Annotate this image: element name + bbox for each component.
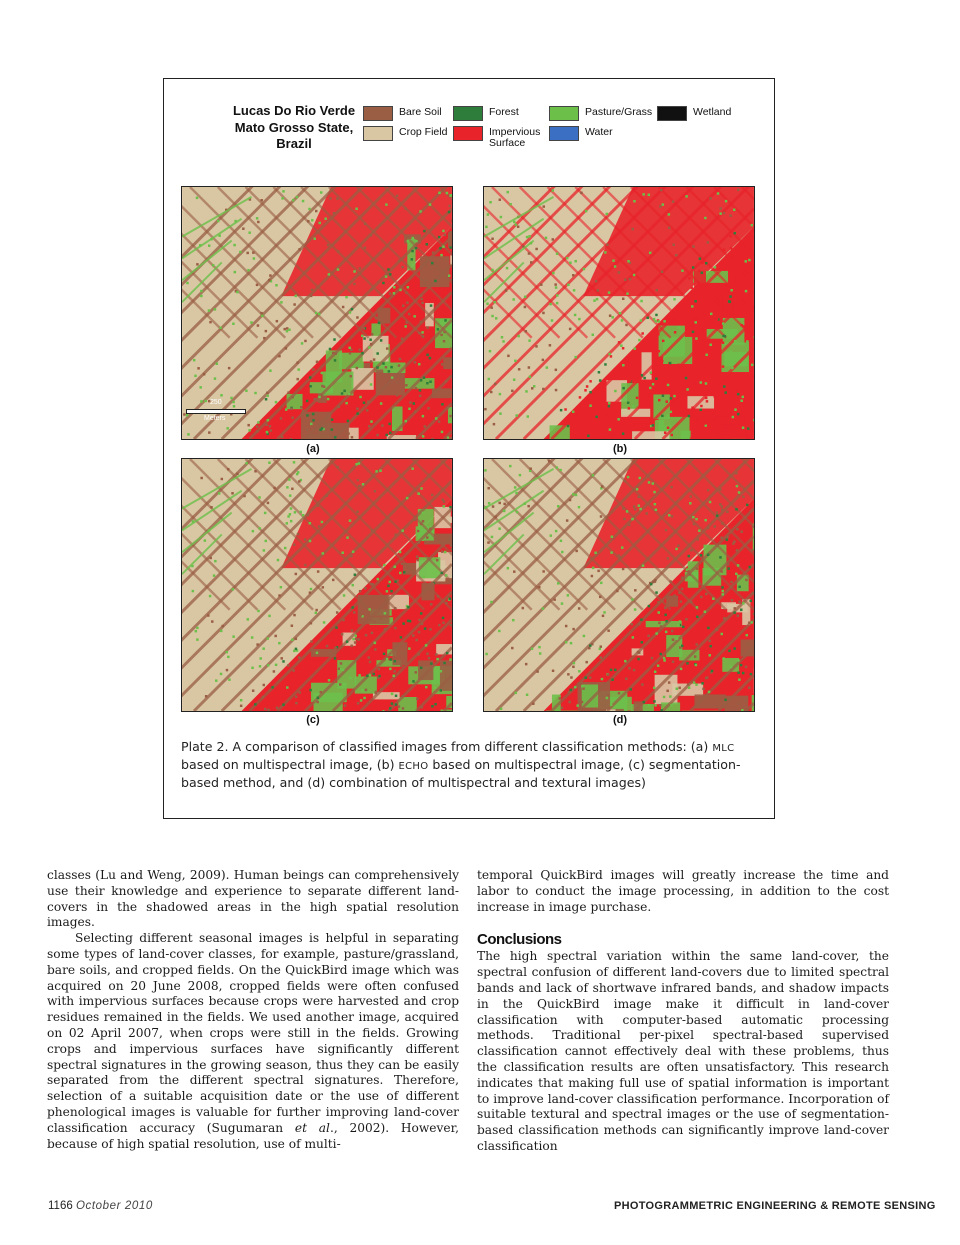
legend-swatch-water bbox=[549, 126, 579, 141]
classified-map-panel-c bbox=[181, 458, 453, 712]
panel-label-d: (d) bbox=[612, 714, 628, 726]
legend-label: Wetland bbox=[693, 106, 732, 118]
panel-label-a: (a) bbox=[306, 443, 320, 455]
body-column-right bbox=[477, 868, 889, 1155]
legend-label: Bare Soil bbox=[399, 106, 442, 118]
classified-map-d bbox=[484, 459, 754, 711]
panel-label-b: (b) bbox=[612, 443, 628, 455]
classified-map-panel-d bbox=[483, 458, 755, 712]
page-number: 1166 bbox=[48, 1200, 73, 1212]
legend-label: Crop Field bbox=[399, 126, 448, 138]
paragraph-text: ., 2002). However, because of high spatial resolution, use of multi- bbox=[47, 1120, 459, 1151]
classified-map-panel-a bbox=[181, 186, 453, 440]
journal-name: PHOTOGRAMMETRIC ENGINEERING & REMOTE SENSING bbox=[614, 1200, 936, 1212]
section-heading-conclusions: Conclusions bbox=[477, 931, 562, 949]
paragraph: The high spectral variation within the same land-cover, the spectral confusion of different land-covers due to limited spectral bands and lack of shortwave infrared bands, and shadow impacts in the QuickBird image make it difficult in land-cover classification with computer-based automatic processing methods. Traditional per-pixel spectral-based supervised classification cannot effectively deal with these problems, thus the classification results are often unsatisfactory. This research indicates that making full use of spatial information is important to improve land-cover classification performance. Incorporation of suitable textural and spectral images or the use of segmentation-based classification methods can significantly improve land-cover classification bbox=[477, 949, 889, 1153]
body-column-left bbox=[47, 868, 459, 1152]
legend-label: Pasture/Grass bbox=[585, 106, 653, 118]
citation-et-al: et al bbox=[294, 1120, 330, 1135]
scale-bar bbox=[186, 399, 246, 427]
page-footer-left bbox=[48, 1200, 153, 1212]
legend-swatch-pasture-grass bbox=[549, 106, 579, 121]
map-legend bbox=[363, 106, 763, 152]
plate-caption bbox=[181, 739, 751, 791]
scale-bar-unit: Meters bbox=[204, 415, 226, 422]
legend-label: Water bbox=[585, 126, 613, 138]
classified-map-c bbox=[182, 459, 452, 711]
caption-abbr-mlc: MLC bbox=[712, 743, 735, 754]
caption-text: based on multispectral image, (b) bbox=[181, 757, 399, 772]
map-title-line-2: Mato Grosso State, bbox=[234, 119, 354, 135]
legend-label: Forest bbox=[489, 106, 519, 118]
map-title-line-1: Lucas Do Rio Verde bbox=[232, 103, 356, 118]
legend-swatch-bare-soil bbox=[363, 106, 393, 121]
classified-map-b bbox=[484, 187, 754, 439]
issue-date: October 2010 bbox=[75, 1200, 153, 1212]
paragraph: classes (Lu and Weng, 2009). Human beings can comprehensively use their knowledge and experience to separate different land-covers in the shadowed areas in the high spatial resolution images. bbox=[47, 868, 459, 930]
legend-swatch-wetland bbox=[657, 106, 687, 121]
legend-swatch-impervious-surface bbox=[453, 126, 483, 141]
caption-text: Plate 2. A comparison of classified images from different classification methods: (a) bbox=[181, 739, 713, 754]
scale-bar-value: 250 bbox=[210, 399, 222, 406]
legend-label: Impervious Surface bbox=[489, 126, 541, 149]
caption-text: based on multispectral image, (c) segmentation-based method, and (d) combination of multispectral and textural images) bbox=[181, 757, 741, 790]
paragraph-text: Selecting different seasonal images is helpful in separating some types of land-cover classes, for example, pasture/grassland, bare soils, and cropped fields. On the QuickBird image which was acquired on 20 June 2008, cropped fields were often confused with impervious surfaces because crops were harvested and crop residues remained in the fields. We used another image, acquired on 02 April 2007, when crops were still in the fields. Growing crops and impervious surfaces have significantly different spectral signatures in the growing season, thus they can be easily separated from the different spectral signatures. Therefore, selection of a suitable acquisition date or the use of different phenological images is valuable for further improving land-cover classification accuracy (Sugumaran bbox=[47, 931, 459, 1135]
scale-bar-line bbox=[186, 409, 246, 414]
legend-swatch-crop-field bbox=[363, 126, 393, 141]
legend-swatch-forest bbox=[453, 106, 483, 121]
paragraph bbox=[47, 931, 459, 1152]
paragraph: temporal QuickBird images will greatly increase the time and labor to conduct the image processing, in addition to the cost increase in image purchase. bbox=[477, 868, 889, 914]
map-title-line-3: Brazil bbox=[276, 136, 312, 151]
panel-label-c: (c) bbox=[306, 714, 320, 726]
classified-map-panel-b bbox=[483, 186, 755, 440]
caption-abbr-echo: ECHO bbox=[398, 761, 429, 772]
